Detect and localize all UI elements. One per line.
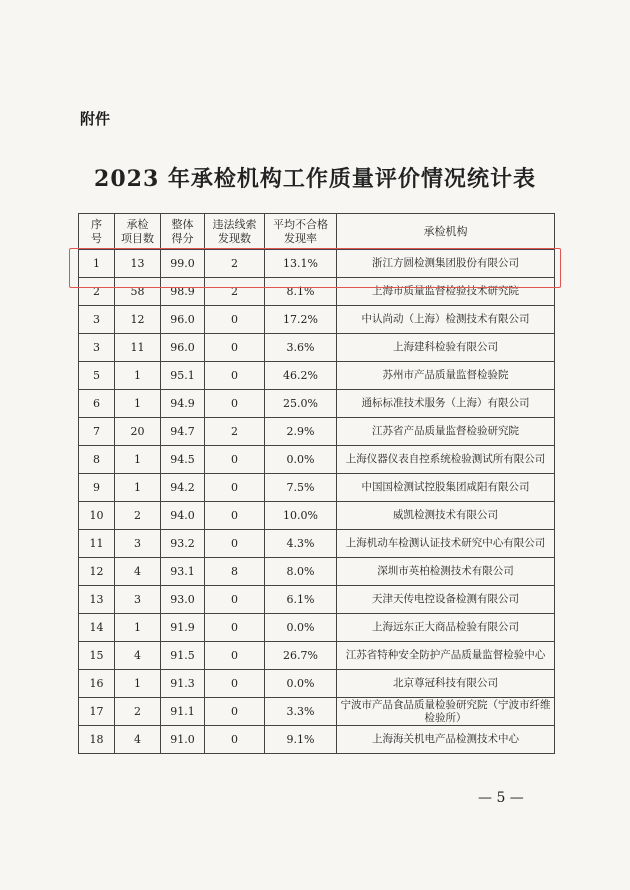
cell-seq: 1 — [79, 250, 115, 278]
cell-institution: 上海远东正大商品检验有限公司 — [337, 614, 555, 642]
attachment-label: 附件 — [80, 110, 111, 128]
table-row — [79, 474, 555, 502]
cell-violation-count: 0 — [205, 530, 265, 558]
cell-institution: 中国国检测试控股集团咸阳有限公司 — [337, 474, 555, 502]
column-header-col-violation-count — [205, 214, 265, 250]
cell-fail-rate: 4.3% — [265, 530, 337, 558]
cell-score: 94.7 — [161, 418, 205, 446]
table-row — [79, 698, 555, 726]
cell-violation-count: 0 — [205, 586, 265, 614]
cell-project-count: 4 — [115, 558, 161, 586]
cell-institution: 浙江方圆检测集团股份有限公司 — [337, 250, 555, 278]
cell-fail-rate: 7.5% — [265, 474, 337, 502]
cell-violation-count: 0 — [205, 362, 265, 390]
cell-institution: 威凯检测技术有限公司 — [337, 502, 555, 530]
table-row — [79, 418, 555, 446]
cell-violation-count: 0 — [205, 390, 265, 418]
cell-seq: 3 — [79, 306, 115, 334]
cell-violation-count: 0 — [205, 306, 265, 334]
cell-score: 91.0 — [161, 726, 205, 754]
column-header-col-project-count — [115, 214, 161, 250]
column-header-col-seq — [79, 214, 115, 250]
cell-seq: 11 — [79, 530, 115, 558]
cell-fail-rate: 10.0% — [265, 502, 337, 530]
highlight-box — [69, 248, 561, 288]
cell-violation-count: 0 — [205, 334, 265, 362]
table-row — [79, 446, 555, 474]
cell-project-count: 1 — [115, 390, 161, 418]
cell-institution: 江苏省产品质量监督检验研究院 — [337, 418, 555, 446]
cell-fail-rate: 13.1% — [265, 250, 337, 278]
cell-institution: 深圳市英柏检测技术有限公司 — [337, 558, 555, 586]
cell-violation-count: 8 — [205, 558, 265, 586]
cell-fail-rate: 9.1% — [265, 726, 337, 754]
cell-fail-rate: 3.6% — [265, 334, 337, 362]
cell-violation-count: 0 — [205, 642, 265, 670]
evaluation-table — [78, 213, 555, 754]
cell-project-count: 1 — [115, 446, 161, 474]
column-header-text: 平均不合格 — [273, 217, 328, 231]
cell-fail-rate: 46.2% — [265, 362, 337, 390]
cell-seq: 10 — [79, 502, 115, 530]
cell-score: 94.2 — [161, 474, 205, 502]
cell-fail-rate: 0.0% — [265, 670, 337, 698]
cell-violation-count: 0 — [205, 446, 265, 474]
cell-score: 99.0 — [161, 250, 205, 278]
cell-institution: 上海海关机电产品检测技术中心 — [337, 726, 555, 754]
cell-score: 93.1 — [161, 558, 205, 586]
cell-project-count: 2 — [115, 502, 161, 530]
cell-violation-count: 2 — [205, 418, 265, 446]
cell-institution: 苏州市产品质量监督检验院 — [337, 362, 555, 390]
cell-project-count: 1 — [115, 362, 161, 390]
cell-institution: 宁波市产品食品质量检验研究院（宁波市纤维检验所） — [337, 698, 555, 726]
table-row — [79, 306, 555, 334]
cell-project-count: 58 — [115, 278, 161, 306]
cell-fail-rate: 26.7% — [265, 642, 337, 670]
cell-seq: 18 — [79, 726, 115, 754]
cell-institution: 江苏省特种安全防护产品质量监督检验中心 — [337, 642, 555, 670]
cell-institution: 上海建科检验有限公司 — [337, 334, 555, 362]
cell-seq: 17 — [79, 698, 115, 726]
cell-project-count: 3 — [115, 586, 161, 614]
column-header-text: 项目数 — [121, 231, 154, 245]
column-header-col-institution — [337, 214, 555, 250]
cell-project-count: 1 — [115, 474, 161, 502]
cell-score: 94.9 — [161, 390, 205, 418]
cell-institution: 通标标准技术服务（上海）有限公司 — [337, 390, 555, 418]
cell-violation-count: 2 — [205, 278, 265, 306]
cell-score: 94.5 — [161, 446, 205, 474]
cell-violation-count: 0 — [205, 502, 265, 530]
cell-fail-rate: 17.2% — [265, 306, 337, 334]
cell-project-count: 4 — [115, 726, 161, 754]
table-row — [79, 530, 555, 558]
cell-project-count: 3 — [115, 530, 161, 558]
cell-score: 93.2 — [161, 530, 205, 558]
page-number: — 5 — — [478, 790, 524, 806]
table-header-row — [79, 214, 555, 250]
cell-seq: 9 — [79, 474, 115, 502]
page-title: 2023 年承检机构工作质量评价情况统计表 — [94, 166, 536, 192]
column-header-col-score — [161, 214, 205, 250]
table-row — [79, 614, 555, 642]
cell-project-count: 1 — [115, 670, 161, 698]
cell-score: 91.1 — [161, 698, 205, 726]
cell-seq: 2 — [79, 278, 115, 306]
cell-fail-rate: 2.9% — [265, 418, 337, 446]
column-header-text: 违法线索 — [212, 217, 257, 231]
cell-institution: 天津天传电控设备检测有限公司 — [337, 586, 555, 614]
cell-institution: 上海机动车检测认证技术研究中心有限公司 — [337, 530, 555, 558]
table-row — [79, 586, 555, 614]
cell-score: 95.1 — [161, 362, 205, 390]
cell-fail-rate: 25.0% — [265, 390, 337, 418]
cell-score: 98.9 — [161, 278, 205, 306]
column-header-text: 得分 — [171, 231, 194, 245]
cell-seq: 12 — [79, 558, 115, 586]
table-row — [79, 726, 555, 754]
cell-violation-count: 0 — [205, 474, 265, 502]
cell-score: 96.0 — [161, 306, 205, 334]
cell-fail-rate: 0.0% — [265, 614, 337, 642]
cell-score: 91.5 — [161, 642, 205, 670]
table-body — [79, 250, 555, 754]
cell-score: 91.3 — [161, 670, 205, 698]
cell-project-count: 20 — [115, 418, 161, 446]
table-row — [79, 362, 555, 390]
column-header-text: 承检机构 — [423, 224, 468, 238]
cell-violation-count: 0 — [205, 726, 265, 754]
cell-project-count: 11 — [115, 334, 161, 362]
column-header-text: 序 — [91, 217, 102, 231]
column-header-text: 承检 — [126, 217, 149, 231]
cell-score: 93.0 — [161, 586, 205, 614]
cell-seq: 3 — [79, 334, 115, 362]
cell-institution: 中认尚动（上海）检测技术有限公司 — [337, 306, 555, 334]
cell-project-count: 1 — [115, 614, 161, 642]
cell-institution: 北京尊冠科技有限公司 — [337, 670, 555, 698]
column-header-text: 号 — [91, 231, 102, 245]
cell-project-count: 2 — [115, 698, 161, 726]
column-header-col-fail-rate — [265, 214, 337, 250]
cell-project-count: 12 — [115, 306, 161, 334]
cell-seq: 6 — [79, 390, 115, 418]
table-row — [79, 670, 555, 698]
table-row — [79, 558, 555, 586]
cell-violation-count: 0 — [205, 670, 265, 698]
cell-violation-count: 0 — [205, 614, 265, 642]
cell-project-count: 4 — [115, 642, 161, 670]
cell-score: 96.0 — [161, 334, 205, 362]
cell-institution: 上海仪器仪表自控系统检验测试所有限公司 — [337, 446, 555, 474]
cell-violation-count: 0 — [205, 698, 265, 726]
cell-seq: 5 — [79, 362, 115, 390]
column-header-text: 发现数 — [218, 231, 251, 245]
cell-fail-rate: 6.1% — [265, 586, 337, 614]
column-header-text: 整体 — [171, 217, 194, 231]
cell-seq: 8 — [79, 446, 115, 474]
cell-institution: 上海市质量监督检验技术研究院 — [337, 278, 555, 306]
table-row — [79, 502, 555, 530]
cell-seq: 16 — [79, 670, 115, 698]
table-row — [79, 390, 555, 418]
cell-seq: 15 — [79, 642, 115, 670]
cell-seq: 14 — [79, 614, 115, 642]
cell-seq: 7 — [79, 418, 115, 446]
cell-fail-rate: 8.1% — [265, 278, 337, 306]
cell-fail-rate: 8.0% — [265, 558, 337, 586]
cell-fail-rate: 0.0% — [265, 446, 337, 474]
cell-score: 94.0 — [161, 502, 205, 530]
cell-score: 91.9 — [161, 614, 205, 642]
column-header-text: 发现率 — [284, 231, 317, 245]
cell-seq: 13 — [79, 586, 115, 614]
table-row — [79, 334, 555, 362]
table-row — [79, 642, 555, 670]
cell-violation-count: 2 — [205, 250, 265, 278]
cell-fail-rate: 3.3% — [265, 698, 337, 726]
cell-project-count: 13 — [115, 250, 161, 278]
